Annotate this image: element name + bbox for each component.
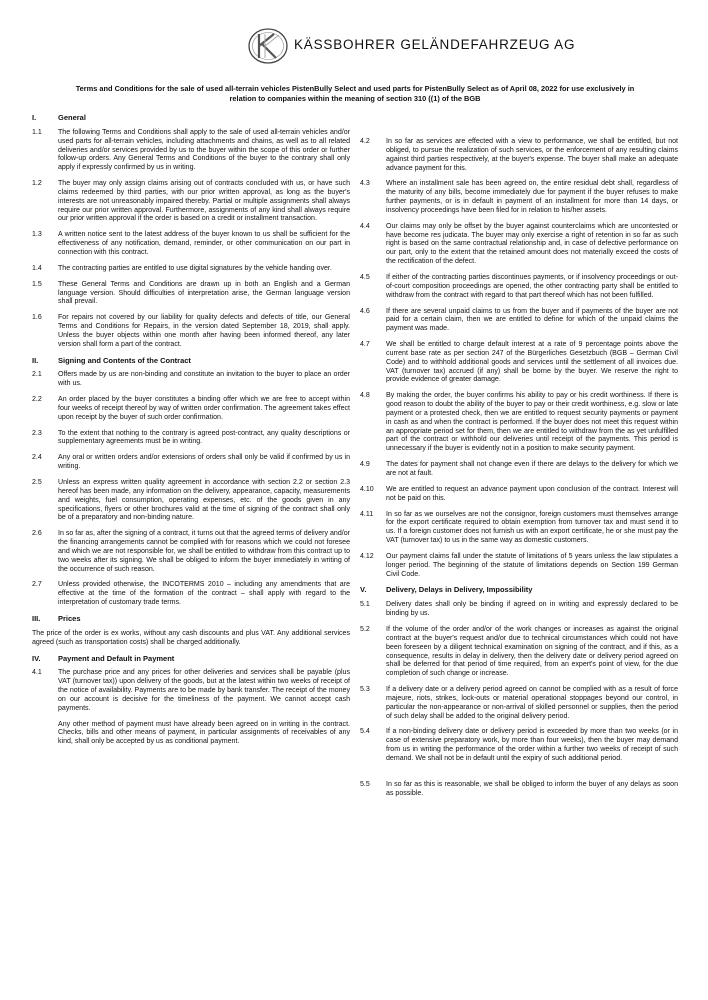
clause-text: Our claims may only be offset by the buyer against counterclaims which are uncontested or have become res judicata. The buyer may only exercise a right of retention in so far as such right is based on the same contractual relationship and, in case of defective performance on our part, only to the extent that the retained amount does not materially exceed the costs of the rectification of the defect. [386, 222, 678, 266]
clause-number: 5.1 [360, 601, 370, 609]
clause-number: 5.4 [360, 728, 370, 736]
clause-number: 2.3 [32, 429, 42, 437]
clause-4-5 [360, 274, 678, 301]
clause-number: 4.5 [360, 273, 370, 281]
clause-2-5 [32, 479, 350, 523]
clause-text: The contracting parties are entitled to use digital signatures by the vehicle handing over. [58, 264, 332, 272]
clause-5-4 [360, 728, 678, 763]
clause-4-7 [360, 341, 678, 385]
clause-text: To the extent that nothing to the contrary is agreed post-contract, any quality descriptions or supplementary agreements must be in writing. [58, 429, 350, 446]
clause-text: We shall be entitled to charge default interest at a rate of 9 percentage points above the current base rate as per section 247 of the Bürgerliches Gesetzbuch (BGB – German Civil Code) and to withhold additional goods and services until the settlement of all invoices due. VAT (turnover tax) accrued (if any) shall be borne by the buyer. We reserve the right to provide evidence of greater damage. [386, 341, 678, 384]
section-number: II. [32, 355, 39, 365]
clause-number: 2.5 [32, 479, 42, 486]
clause-number: 4.4 [360, 222, 370, 230]
clause-1-1 [32, 129, 350, 173]
section-heading [360, 586, 678, 595]
clause-text: These General Terms and Conditions are drawn up in both an English and a German language version. Should difficulties of interpretation arise, the German language version shall prevail. [58, 280, 350, 306]
clause-number: 4.1 [32, 669, 42, 677]
clause-number: 2.4 [32, 454, 42, 462]
clause-number: 5.3 [360, 686, 370, 694]
document-title: Terms and Conditions for the sale of used all-terrain vehicles PistenBully Select and used parts for PistenBully Select as of April 08, 2022 for use exclusively in relation to companies within the meaning of section 310 ((1) of the BGB [75, 84, 635, 103]
section-title: Signing and Contents of the Contract [58, 355, 191, 365]
clause-text: Delivery dates shall only be binding if agreed on in writing and expressly declared to be binding by us. [386, 601, 678, 618]
clause-number: 1.6 [32, 314, 42, 322]
clause-4-6 [360, 308, 678, 335]
section-heading [32, 655, 350, 664]
clause-number: 4.10 [360, 485, 374, 493]
clause-text: A written notice sent to the latest address of the buyer known to us shall be sufficient for the effectiveness of any notification, demand, reminder, or other communication on our part in connection with this contract. [58, 231, 350, 256]
clause-4-9 [360, 461, 678, 479]
clause-1-3 [32, 231, 350, 258]
clause-text: In so far as services are effected with a view to performance, we shall be entitled, but not obliged, to pursue the realization of such services, or the enforcement of any resulting claims against third parties respectively, at the buyer's expense. The buyer shall make an adequate advance payment for this. [386, 138, 678, 172]
clause-text: Our payment claims fall under the statute of limitations of 5 years unless the law stipulates a longer period. The beginning of the statute of limitations depends on Section 199 German Civil Code. [386, 552, 678, 578]
clause-number: 2.1 [32, 371, 42, 379]
clause-number: 4.7 [360, 341, 370, 349]
clause-4-11 [360, 511, 678, 546]
clause-number: 4.11 [360, 510, 374, 518]
section-number: IV. [32, 653, 41, 663]
clause-1-4 [32, 265, 350, 274]
section-heading [32, 615, 350, 624]
clause-5-3 [360, 686, 678, 721]
clause-text: For repairs not covered by our liability for quality defects and defects of title, our General Terms and Conditions for Repairs, in the version dated September 18, 2019, shall apply. Unless the buyer objects within one month after having been informed thereof, any later version shall form a part of the contract. [58, 314, 350, 348]
clause-4-8 [360, 392, 678, 454]
clause-2-3 [32, 430, 350, 448]
right-column [360, 138, 678, 805]
clause-4-2 [360, 138, 678, 173]
clause-number: 4.6 [360, 307, 370, 315]
letterhead [0, 26, 708, 70]
clause-2-6 [32, 530, 350, 574]
clause-text: Where an installment sale has been agreed on, the entire residual debt shall, regardless of the maturity of any bills, become immediately due for payment if the buyer refuses to make further payments, or is in default in payment of an installment for more than 14 days, or insolvency proceedings have been filed for in relation to his/her assets. [386, 180, 678, 214]
clause-text: If a delivery date or a delivery period agreed on cannot be complied with as a result of force majeure, riots, strikes, lock-outs or material operational stoppages beyond our control, in particular the non-appearance or non-arrival of skilled personnel or supplies, then the period of such delay shall be added to the original delivery period. [386, 686, 678, 720]
clause-text: Offers made by us are non-binding and constitute an invitation to the buyer to place an order with us. [58, 371, 350, 388]
clause-text: If either of the contracting parties discontinues payments, or if insolvency proceedings or out-of-court composition proceedings are opened, the other contracting party shall be entitled to withdraw from the contract with regard to that part thereof which has not been fulfilled. [386, 273, 678, 299]
clause-number: 4.2 [360, 138, 370, 145]
clause-1-2 [32, 180, 350, 224]
clause-text: By making the order, the buyer confirms his ability to pay or his credit worthiness. If there is good reason to doubt the ability of the buyer to pay or their credit worthiness, e.g. slow or late payment or a protested check, then we are entitled to request security payments or payment in cash as and when the contract is performed. If the buyer does not meet this request within an appropriate period set for them, then we are entitled to withdraw from the as yet unfulfilled part of the contract or withhold our deliveries until receipt of the payments. This period is unnecessary if the buyer is evidently not in a position to make security payment. [386, 392, 678, 453]
spacer [360, 771, 678, 781]
clause-text: If there are several unpaid claims to us from the buyer and if payments of the buyer are not paid for a certain claim, then we are entitled to define for which of the unpaid claims the payment was made. [386, 307, 678, 333]
clause-2-1 [32, 371, 350, 389]
clause-text: Unless provided otherwise, the INCOTERMS 2010 – including any amendments that are effective at the time of the formation of the contract – shall apply with regard to the interpretation of customary trade terms. [58, 581, 350, 607]
clause-text: The purchase price and any prices for other deliveries and services shall be payable (plus VAT (turnover tax)) upon delivery of the goods, but at the latest within two weeks of receipt of the notice of availability. Payments are to be made by bank transfer. The receipt of the money on our account is decisive for the timeliness of the payment. We cannot accept cash payments. [58, 669, 350, 712]
clause-4-12 [360, 553, 678, 580]
clause-number: 1.5 [32, 280, 42, 288]
section-title: Delivery, Delays in Delivery, Impossibility [386, 585, 533, 595]
clause-1-5 [32, 281, 350, 308]
clause-2-4 [32, 454, 350, 472]
left-column [32, 112, 350, 754]
clause-1-6 [32, 314, 350, 349]
clause-text: The following Terms and Conditions shall apply to the sale of used all-terrain vehicles and/or used parts for all-terrain vehicles, including attachments and chains, as well as to all related deliveries and/or services provided by us to the buyer within the scope of this order or further follow-up orders. Any General Terms and Conditions of the buyer to the contrary shall only apply if expressly confirmed by us in writing. [58, 128, 350, 172]
clause-text: The dates for payment shall not change even if there are delays to the delivery for which we are not at fault. [386, 461, 678, 477]
clause-4-3 [360, 180, 678, 215]
section-number: III. [32, 613, 41, 623]
clause-number: 1.3 [32, 231, 42, 239]
section-title: Prices [58, 613, 81, 623]
clause-text: If a non-binding delivery date or delivery period is exceeded by more than two weeks (or in case of extensive preparatory work, by more than four weeks), then the buyer may demand from us in writing the performance of the order within a further two weeks of receipt of such demand. We shall not be in default until the expiry of such additional period. [386, 728, 678, 762]
clause-5-5 [360, 781, 678, 799]
clause-number: 2.2 [32, 396, 42, 404]
clause-text: Unless an express written quality agreement in accordance with section 2.2 or section 2.3 hereof has been made, any information on the delivery, appearance, capacity, measurements and weights, fuel consumption, operating expenses, etc. of the goods given in any specifications, flyers or other brochures valid at the time of signing of the contract shall only be of a preparatory and non-binding nature. [58, 479, 350, 522]
clause-4-1 [32, 669, 350, 713]
clause-number: 4.3 [360, 180, 370, 188]
clause-4-10 [360, 486, 678, 504]
clause-number: 2.7 [32, 581, 42, 589]
clause-text: If the volume of the order and/or of the work changes or increases as against the original contract at the buyer's request and/or due to technical circumstances which could not have been foreseen by a diligent technical examination on signing of the contract, and if this, as a consequence, results in delay in delivery, then the delivery date or delivery period agreed on shall be deferred for that period of time required, from an expert's point of view, for the due completion of such change or increase. [386, 625, 678, 678]
section-heading [32, 114, 350, 123]
clause-text: An order placed by the buyer constitutes a binding offer which we are free to accept within four weeks of receipt thereof by way of written order confirmation. The agreement takes effect upon receipt by the buyer of such order confirmation. [58, 396, 350, 421]
clause-text: We are entitled to request an advance payment upon conclusion of the contract. Interest will not be paid on this. [386, 485, 678, 502]
prices-paragraph: The price of the order is ex works, without any cash discounts and plus VAT. Any additional services agreed (such as transportation costs) shall be charged additionally. [32, 629, 350, 646]
clause-text: The buyer may only assign claims arising out of contracts concluded with us, or have such claims redeemed by third parties, with our prior written approval, as long as the buyer's interests are not unreasonably impaired thereby. Partial or multiple assignments shall always require our prior written approval. Furthermore, assignments of any kind shall always require our prior written approval if the order is based on a credit or installment transaction. [58, 180, 350, 223]
clause-4-4 [360, 223, 678, 267]
clause-2-7 [32, 581, 350, 608]
clause-number: 2.6 [32, 530, 42, 538]
clause-5-2 [360, 626, 678, 679]
clause-number: 1.4 [32, 264, 42, 272]
clause-text: In so far as, after the signing of a contract, it turns out that the agreed terms of delivery and/or the financing arrangements cannot be complied with for reasons which we could not foresee and which we are not responsible for, we shall be entitled to withdraw from this contract up to two weeks after its signing. We shall be obliged to inform the buyer immediately in writing of the occurrence of such reason. [58, 530, 350, 573]
clause-number: 4.9 [360, 461, 370, 469]
clause-number: 1.1 [32, 128, 42, 136]
section-number: I. [32, 113, 37, 122]
clause-number: 5.2 [360, 625, 370, 633]
clause-2-2 [32, 396, 350, 423]
section-title: General [58, 113, 86, 122]
clause-4-1-continued: Any other method of payment must have already been agreed on in writing in the contract. Checks, bills and other means of payment, in particular assignments of receivables of any kind, shall only be accepted by us as conditional payment. [58, 720, 350, 746]
company-name: KÄSSBOHRER GELÄNDEFAHRZEUG AG [294, 37, 576, 52]
section-heading [32, 357, 350, 366]
clause-number: 4.8 [360, 392, 370, 400]
clause-text: Any oral or written orders and/or extensions of orders shall only be valid if confirmed by us in writing. [58, 454, 350, 471]
clause-number: 1.2 [32, 180, 42, 188]
kaessbohrer-k-logo-icon [246, 26, 290, 66]
clause-text: In so far as this is reasonable, we shall be obliged to inform the buyer of any delays as soon as possible. [386, 780, 678, 797]
section-title: Payment and Default in Payment [58, 653, 175, 663]
section-number: V. [360, 585, 367, 595]
clause-number: 4.12 [360, 552, 374, 560]
clause-5-1 [360, 601, 678, 619]
clause-text: In so far as we ourselves are not the consignor, foreign customers must themselves arrange for the export certificate required to obtain exemption from turnover tax and must send it to us. If a foreign customer does not furnish us with an export certificate, he or she must pay the VAT (turnover tax) to us in the same way as domestic customers. [386, 510, 678, 545]
clause-number: 5.5 [360, 780, 370, 788]
